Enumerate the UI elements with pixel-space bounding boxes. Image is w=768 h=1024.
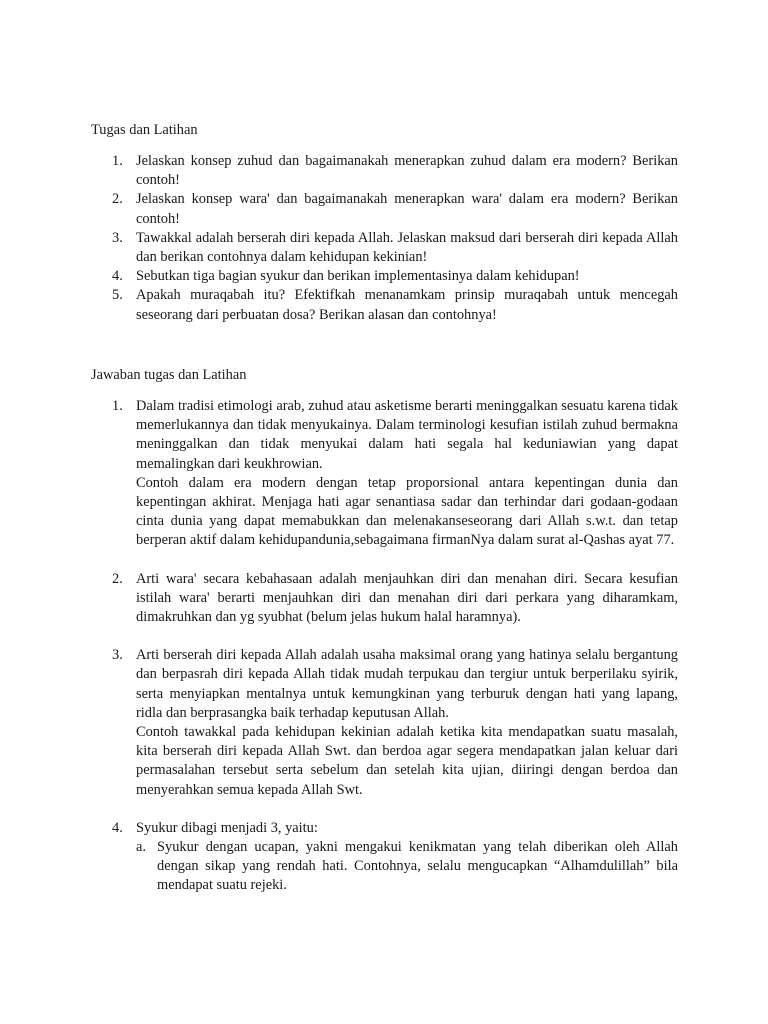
- question-item: [91, 152, 678, 190]
- answer-item: [91, 397, 678, 551]
- question-number: 5.: [112, 287, 123, 304]
- answer-paragraph: Arti berserah diri kepada Allah adalah usaha maksimal orang yang hatinya selalu bergantung dan berpasrah diri kepada Allah tidak mudah terpukau dan tergiur untuk berperilaku syirik, serta menyiapkan mentalnya untuk kemungkinan yang terburuk dengan hati yang lapang, ridla dan berprasangka baik terhadap keputusan Allah.: [136, 647, 678, 721]
- answer-number: 4.: [112, 819, 123, 836]
- question-number: 4.: [112, 268, 123, 285]
- question-item: [91, 286, 678, 324]
- question-number: 2.: [112, 191, 123, 208]
- answer-number: 1.: [112, 398, 123, 414]
- sublist-item: [136, 838, 678, 896]
- question-text: Apakah muraqabah itu? Efektifkah menanamkam prinsip muraqabah untuk mencegah seseorang dari perbuatan dosa? Berikan alasan dan contohnya!: [136, 287, 678, 323]
- question-list: [91, 152, 678, 325]
- question-number: 3.: [112, 229, 123, 246]
- sublist-label: a.: [136, 839, 146, 856]
- answer-number: 2.: [112, 570, 123, 587]
- answer-item: [91, 570, 678, 628]
- jawaban-heading: Jawaban tugas dan Latihan: [91, 367, 247, 383]
- tugas-heading: Tugas dan Latihan: [91, 122, 198, 138]
- answer-list: [91, 397, 678, 896]
- question-text: Jelaskan konsep zuhud dan bagaimanakah menerapkan zuhud dalam era modern? Berikan contoh!: [136, 153, 678, 189]
- answer-example-paragraph: Contoh dalam era modern dengan tetap proporsional antara kepentingan dunia dan kepentingan akhirat. Menjaga hati agar senantiasa sadar dan terhindar dari godaan-godaan cinta dunia yang dapat memabukkan dan melenakanseseorang dari Allah s.w.t. dan tetap berperan aktif dalam kehidupandunia,sebagaimana firmanNya dalam surat al-Qashas ayat 77.: [136, 474, 678, 549]
- question-text: Sebutkan tiga bagian syukur dan berikan implementasinya dalam kehidupan!: [136, 268, 580, 285]
- answer-number: 3.: [112, 647, 123, 664]
- answer-paragraph: Syukur dibagi menjadi 3, yaitu:: [136, 819, 318, 836]
- question-number: 1.: [112, 153, 123, 169]
- answer-example-paragraph: Contoh tawakkal pada kehidupan kekinian adalah ketika kita mendapatkan suatu masalah, kita berserah diri kepada Allah Swt. dan berdoa agar segera mendapatkan jalan keluar dari permasalahan tersebut serta sebelum dan setelah kita ujian, diiringi dengan berdoa dan menyerahkan semua kepada Allah Swt.: [136, 724, 678, 798]
- answer-item: [91, 646, 678, 800]
- question-item: [91, 267, 678, 286]
- answer-paragraph: Arti wara' secara kebahasaan adalah menjauhkan diri dan menahan diri. Secara kesufian istilah wara' berarti menjauhkan diri dan menahan diri dari perkara yang diharamkam, dimakruhkan dan yg syubhat (belum jelas hukum halal haramnya).: [136, 570, 678, 626]
- sublist-text: Syukur dengan ucapan, yakni mengakui kenikmatan yang telah diberikan oleh Allah dengan sikap yang rendah hati. Contohnya, selalu mengucapkan “Alhamdulillah” bila mendapat suatu rejeki.: [157, 839, 678, 894]
- question-item: [91, 190, 678, 228]
- syukur-sublist: [136, 838, 678, 896]
- answer-item: [91, 819, 678, 896]
- answer-paragraph: Dalam tradisi etimologi arab, zuhud atau asketisme berarti meninggalkan sesuatu karena tidak memerlukannya dan tidak menyukainya. Dalam terminologi kesufian istilah zuhud bermakna meninggalkan dan tidak menyukai dalam hati segala hal keduniawian yang dapat memalingkan dari keukhrowian.: [136, 398, 678, 472]
- question-item: [91, 229, 678, 267]
- question-text: Tawakkal adalah berserah diri kepada Allah. Jelaskan maksud dari berserah diri kepada Allah dan berikan contohnya dalam kehidupan kekinian!: [136, 229, 678, 266]
- question-text: Jelaskan konsep wara' dan bagaimanakah menerapkan wara' dalam era modern? Berikan contoh!: [136, 191, 678, 227]
